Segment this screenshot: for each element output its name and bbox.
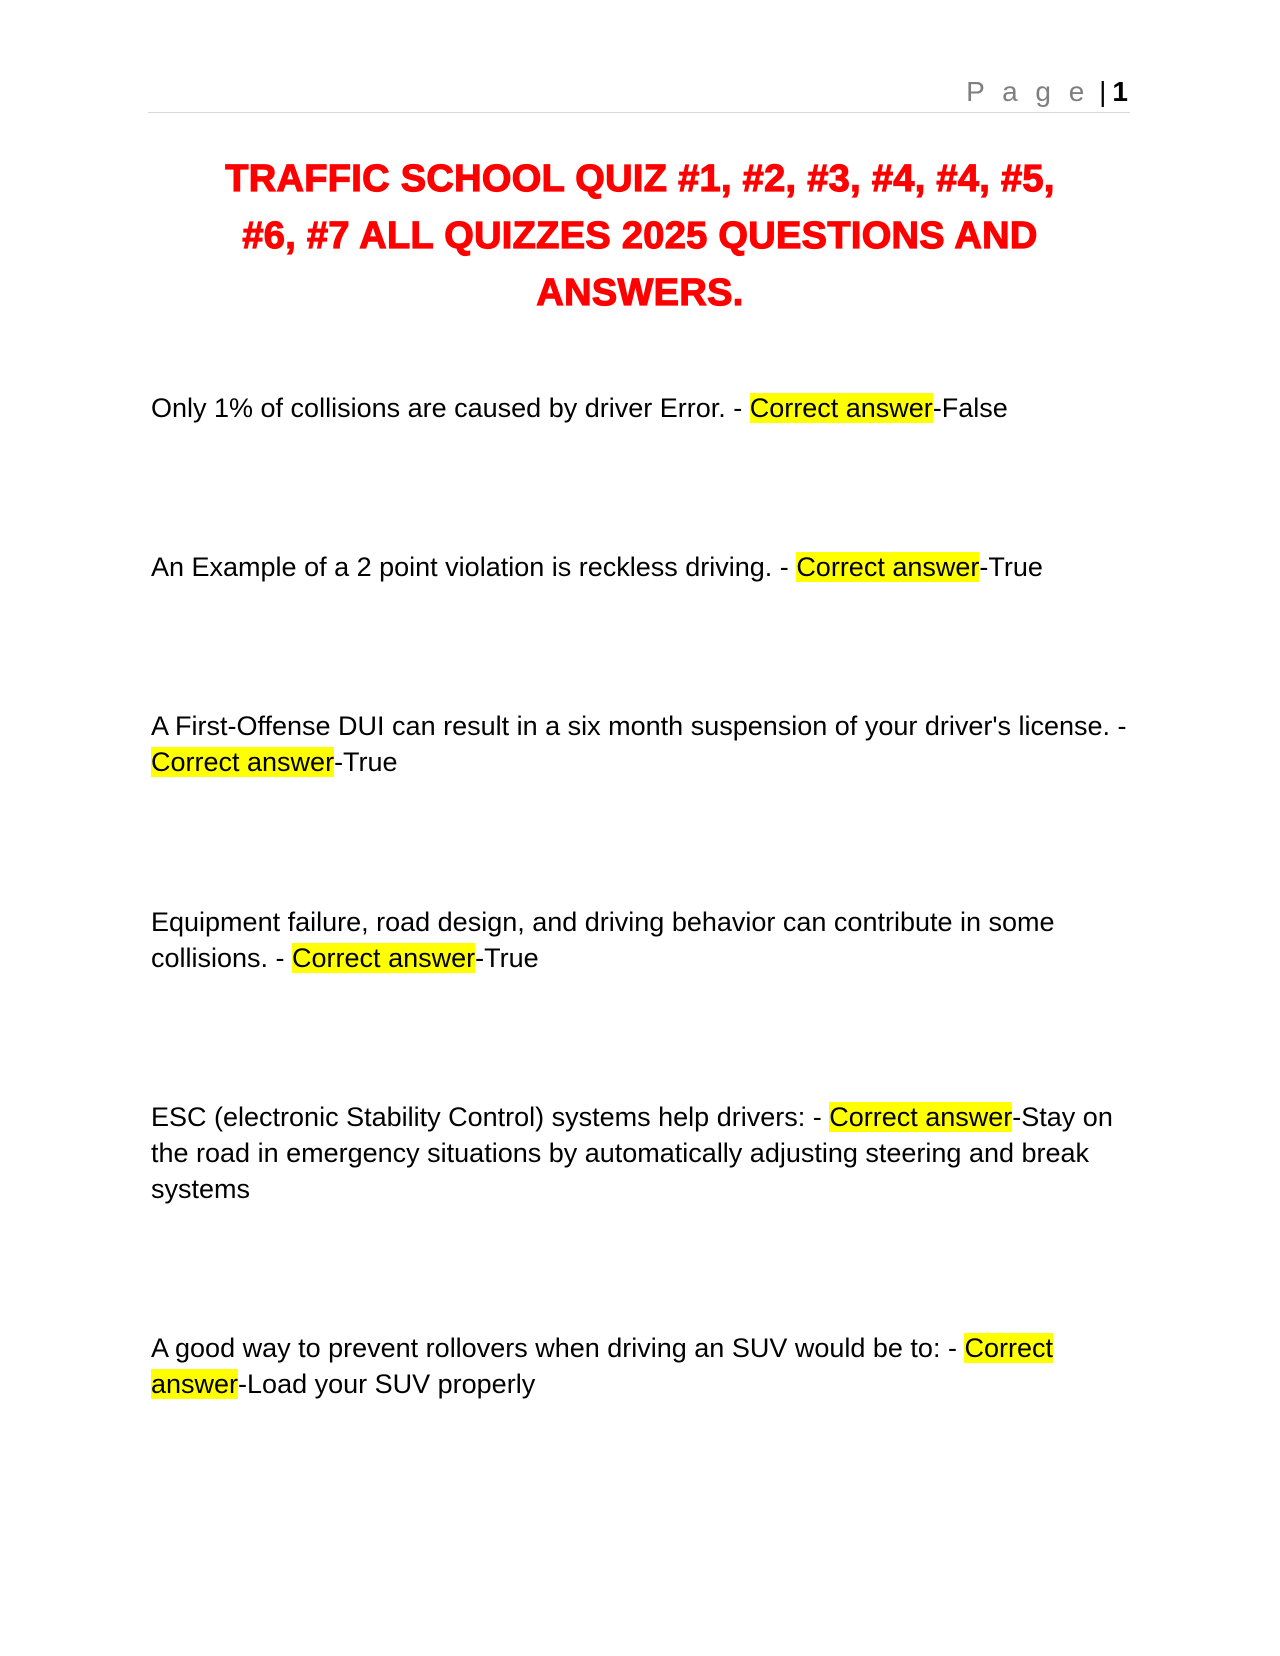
qa-item — [151, 549, 1131, 585]
answer-text: -True — [334, 747, 398, 777]
question-text: An Example of a 2 point violation is reckless driving. - — [151, 552, 797, 582]
correct-answer-label: Correct answer — [292, 943, 476, 973]
correct-answer-label: Correct answer — [749, 393, 933, 423]
answer-text: -Load your SUV properly — [238, 1369, 536, 1399]
correct-answer-label: Correct answer — [151, 1333, 1053, 1399]
qa-item — [151, 1099, 1131, 1207]
answer-text: -True — [475, 943, 539, 973]
page-number: 1 — [1112, 76, 1128, 107]
correct-answer-label: Correct answer — [151, 747, 335, 777]
title-line-3: ANSWERS. — [536, 272, 744, 314]
question-text: A First-Offense DUI can result in a six month suspension of your driver's license. - — [151, 711, 1127, 741]
answer-text: -True — [979, 552, 1043, 582]
title-line-1: TRAFFIC SCHOOL QUIZ #1, #2, #3, #4, #4, #5, — [225, 158, 1055, 200]
question-text: Equipment failure, road design, and driving behavior can contribute in some collisions. - — [151, 907, 1055, 973]
qa-item — [151, 390, 1131, 426]
title-line-2: #6, #7 ALL QUIZZES 2025 QUESTIONS AND — [242, 215, 1038, 257]
answer-text: -Stay on the road in emergency situations by automatically adjusting steering and break systems — [151, 1102, 1113, 1204]
page-label: P a g e — [966, 76, 1090, 107]
correct-answer-label: Correct answer — [829, 1102, 1013, 1132]
qa-item — [151, 904, 1131, 976]
qa-item — [151, 708, 1131, 780]
page-header — [148, 72, 1130, 113]
page-number-indicator — [966, 78, 1128, 106]
qa-item — [151, 1330, 1131, 1402]
page-separator: | — [1099, 76, 1107, 107]
document-title — [148, 151, 1132, 322]
correct-answer-label: Correct answer — [796, 552, 980, 582]
question-text: Only 1% of collisions are caused by driver Error. - — [151, 393, 750, 423]
question-text: ESC (electronic Stability Control) systems help drivers: - — [151, 1102, 830, 1132]
question-text: A good way to prevent rollovers when driving an SUV would be to: - — [151, 1333, 965, 1363]
answer-text: -False — [932, 393, 1008, 423]
